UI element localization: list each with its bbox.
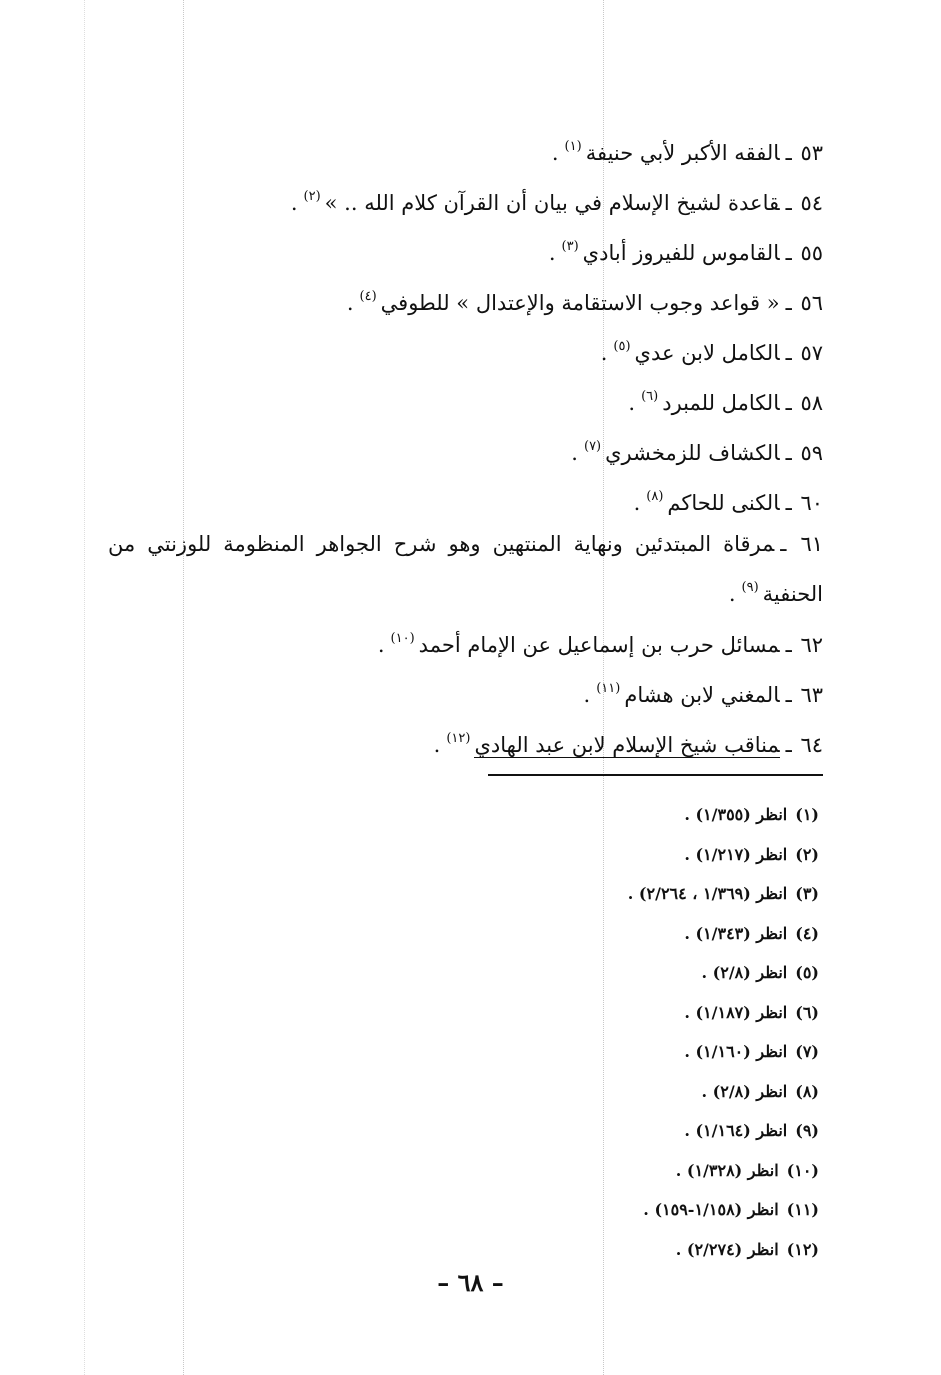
entry-dash: ـ xyxy=(785,391,799,415)
entry-dash: ـ xyxy=(785,141,799,165)
list-item: ٦٢ ـمسائل حرب بن إسماعيل عن الإمام أحمد$^{(١٠)}$. xyxy=(377,631,823,657)
entry-number: ٥٧ xyxy=(800,341,823,365)
footnote-number: (١) xyxy=(795,805,819,824)
footnote-text: انظر (١/٢١٧) . xyxy=(684,844,788,864)
footnote-marker: (١١) xyxy=(596,681,621,696)
footnote-number: (٦) xyxy=(795,1002,819,1022)
footnote-number: (٤) xyxy=(795,923,819,943)
entry-dash: ـ xyxy=(785,633,799,657)
footnote-text: انظر (١/٣٢٨) . xyxy=(675,1160,779,1180)
entry-dash: ـ xyxy=(785,241,799,265)
footnote-text: انظر (١/١٥٨-١٥٩) . xyxy=(643,1200,779,1219)
footnote-marker: (٣) xyxy=(561,239,579,254)
entry-title: مناقب شيخ الإسلام لابن عبد الهادي xyxy=(474,733,780,757)
footnote-number: (٣) xyxy=(795,884,819,903)
list-item: ٥٤ ـقاعدة لشيخ الإسلام في بيان أن القرآن كلام الله .. »$^{(٢)}$. xyxy=(290,189,823,215)
footnote-marker: (٩) xyxy=(741,580,759,595)
list-item: ٥٦ ـ« قواعد وجوب الاستقامة والإعتدال » للطوفي$^{(٤)}$. xyxy=(346,289,823,315)
footnote xyxy=(628,1151,819,1191)
footnote-marker: (١٢) xyxy=(446,731,471,746)
page-number: – ٦٨ – xyxy=(437,1268,504,1297)
entry-number: ٦٢ xyxy=(800,633,823,657)
footnote-text: انظر (٢/٢٧٤) . xyxy=(675,1239,779,1259)
footnote-marker: (٢) xyxy=(303,189,321,204)
footnote xyxy=(628,953,819,993)
footnote-marker: (٤) xyxy=(359,289,377,304)
entry-number: ٦٠ xyxy=(800,491,823,515)
footnote-number: (١٢) xyxy=(786,1239,819,1259)
entry-number: ٥٥ xyxy=(800,241,823,265)
footnote-marker: (١) xyxy=(564,139,582,154)
footnote-number: (١٠) xyxy=(786,1160,819,1180)
list-item: ٦٤ ـمناقب شيخ الإسلام لابن عبد الهادي$^{(١٢)}$. xyxy=(433,731,823,757)
footnote xyxy=(628,1072,819,1112)
entry-dash: ـ xyxy=(785,191,799,215)
footnote xyxy=(628,1230,819,1270)
footnote-marker: (٨) xyxy=(646,489,664,504)
footnote-number: (٩) xyxy=(795,1121,819,1140)
footnote xyxy=(628,1032,819,1072)
entry-number: ٥٦ xyxy=(800,291,823,315)
footnote-text: انظر (١/٣٤٣) . xyxy=(684,923,788,943)
entry-dash: ـ xyxy=(785,683,799,707)
footnote xyxy=(628,835,819,875)
entry-dash: ـ xyxy=(785,491,799,515)
footnote-separator xyxy=(488,774,823,776)
entry-title: مرقاة المبتدئين ونهاية المنتهين وهو شرح الجواهر المنظومة للوزنتي من الحنفية xyxy=(108,532,823,606)
footnote-text: انظر (١/٣٦٩ ، ٢/٢٦٤) . xyxy=(627,884,788,903)
footnote-text: انظر (١/١٦٤) . xyxy=(684,1121,788,1140)
footnote-text: انظر (٢/٨) . xyxy=(701,963,788,982)
list-item: ٥٣ ـالفقه الأكبر لأبي حنيفة$^{(١)}$. xyxy=(551,139,823,165)
entry-dash: ـ xyxy=(785,291,799,315)
entry-number: ٥٩ xyxy=(800,441,823,465)
footnote xyxy=(628,1190,819,1230)
footnotes-list xyxy=(628,795,819,1269)
footnote-text: انظر (١/١٨٧) . xyxy=(684,1002,788,1022)
entry-dash: ـ xyxy=(785,441,799,465)
entry-dash: ـ xyxy=(785,733,799,757)
footnote xyxy=(628,874,819,914)
entry-title: الكامل لابن عدي xyxy=(634,341,780,365)
footnote-text: انظر (١/١٦٠) . xyxy=(684,1042,788,1061)
footnote xyxy=(628,914,819,954)
entry-title: مسائل حرب بن إسماعيل عن الإمام أحمد xyxy=(418,633,780,657)
entry-number: ٥٤ xyxy=(800,191,823,215)
entry-title: المغني لابن هشام xyxy=(624,683,780,707)
footnote-marker: (٦) xyxy=(641,389,659,404)
entry-title: الكنى للحاكم xyxy=(667,491,780,515)
footnote xyxy=(628,795,819,835)
footnote-marker: (٧) xyxy=(583,439,602,454)
entry-title: قاعدة لشيخ الإسلام في بيان أن القرآن كلام الله .. » xyxy=(324,191,780,215)
entry-number: ٦٣ xyxy=(800,683,823,707)
list-item: ٥٨ ـالكامل للمبرد$^{(٦)}$. xyxy=(628,389,823,415)
footnote-number: (٥) xyxy=(795,963,819,982)
entry-title: الفقه الأكبر لأبي حنيفة xyxy=(585,141,780,165)
list-item: ٦٣ ـالمغني لابن هشام$^{(١١)}$. xyxy=(583,681,823,707)
list-item: ٥٥ ـالقاموس للفيروز أبادي$^{(٣)}$. xyxy=(548,239,823,265)
footnote xyxy=(628,993,819,1033)
footnote-number: (٧) xyxy=(795,1042,819,1061)
list-item: ٦١ ـمرقاة المبتدئين ونهاية المنتهين وهو شرح الجواهر المنظومة للوزنتي من الحنفية$^{(٩)}$. xyxy=(108,532,824,606)
list-item: ٥٧ ـالكامل لابن عدي$^{(٥)}$. xyxy=(600,339,823,365)
list-item: ٦٠ ـالكنى للحاكم$^{(٨)}$. xyxy=(633,489,823,515)
footnote-marker: (١٠) xyxy=(390,631,415,646)
footnote-text: انظر (١/٣٥٥) . xyxy=(684,805,788,824)
entry-number: ٦٤ xyxy=(800,733,823,757)
entry-title: « قواعد وجوب الاستقامة والإعتدال » للطوفي xyxy=(380,291,780,315)
entry-title: الكامل للمبرد xyxy=(662,391,780,415)
footnote xyxy=(628,1111,819,1151)
entry-dash: ـ xyxy=(780,532,799,556)
footnote-number: (١١) xyxy=(786,1200,819,1219)
entry-number: ٥٣ xyxy=(800,141,823,165)
entry-number: ٥٨ xyxy=(800,391,823,415)
footnote-number: (٨) xyxy=(795,1081,819,1101)
entry-title: القاموس للفيروز أبادي xyxy=(582,241,780,265)
entry-title: الكشاف للزمخشري xyxy=(605,441,780,465)
footnote-marker: (٥) xyxy=(613,339,631,354)
footnote-text: انظر (٢/٨) . xyxy=(701,1081,788,1101)
entry-number: ٦١ xyxy=(800,532,824,556)
footnote-number: (٢) xyxy=(795,844,819,864)
bibliography-list xyxy=(108,122,823,764)
list-item: ٥٩ ـالكشاف للزمخشري$^{(٧)}$. xyxy=(571,439,823,465)
entry-dash: ـ xyxy=(785,341,799,365)
